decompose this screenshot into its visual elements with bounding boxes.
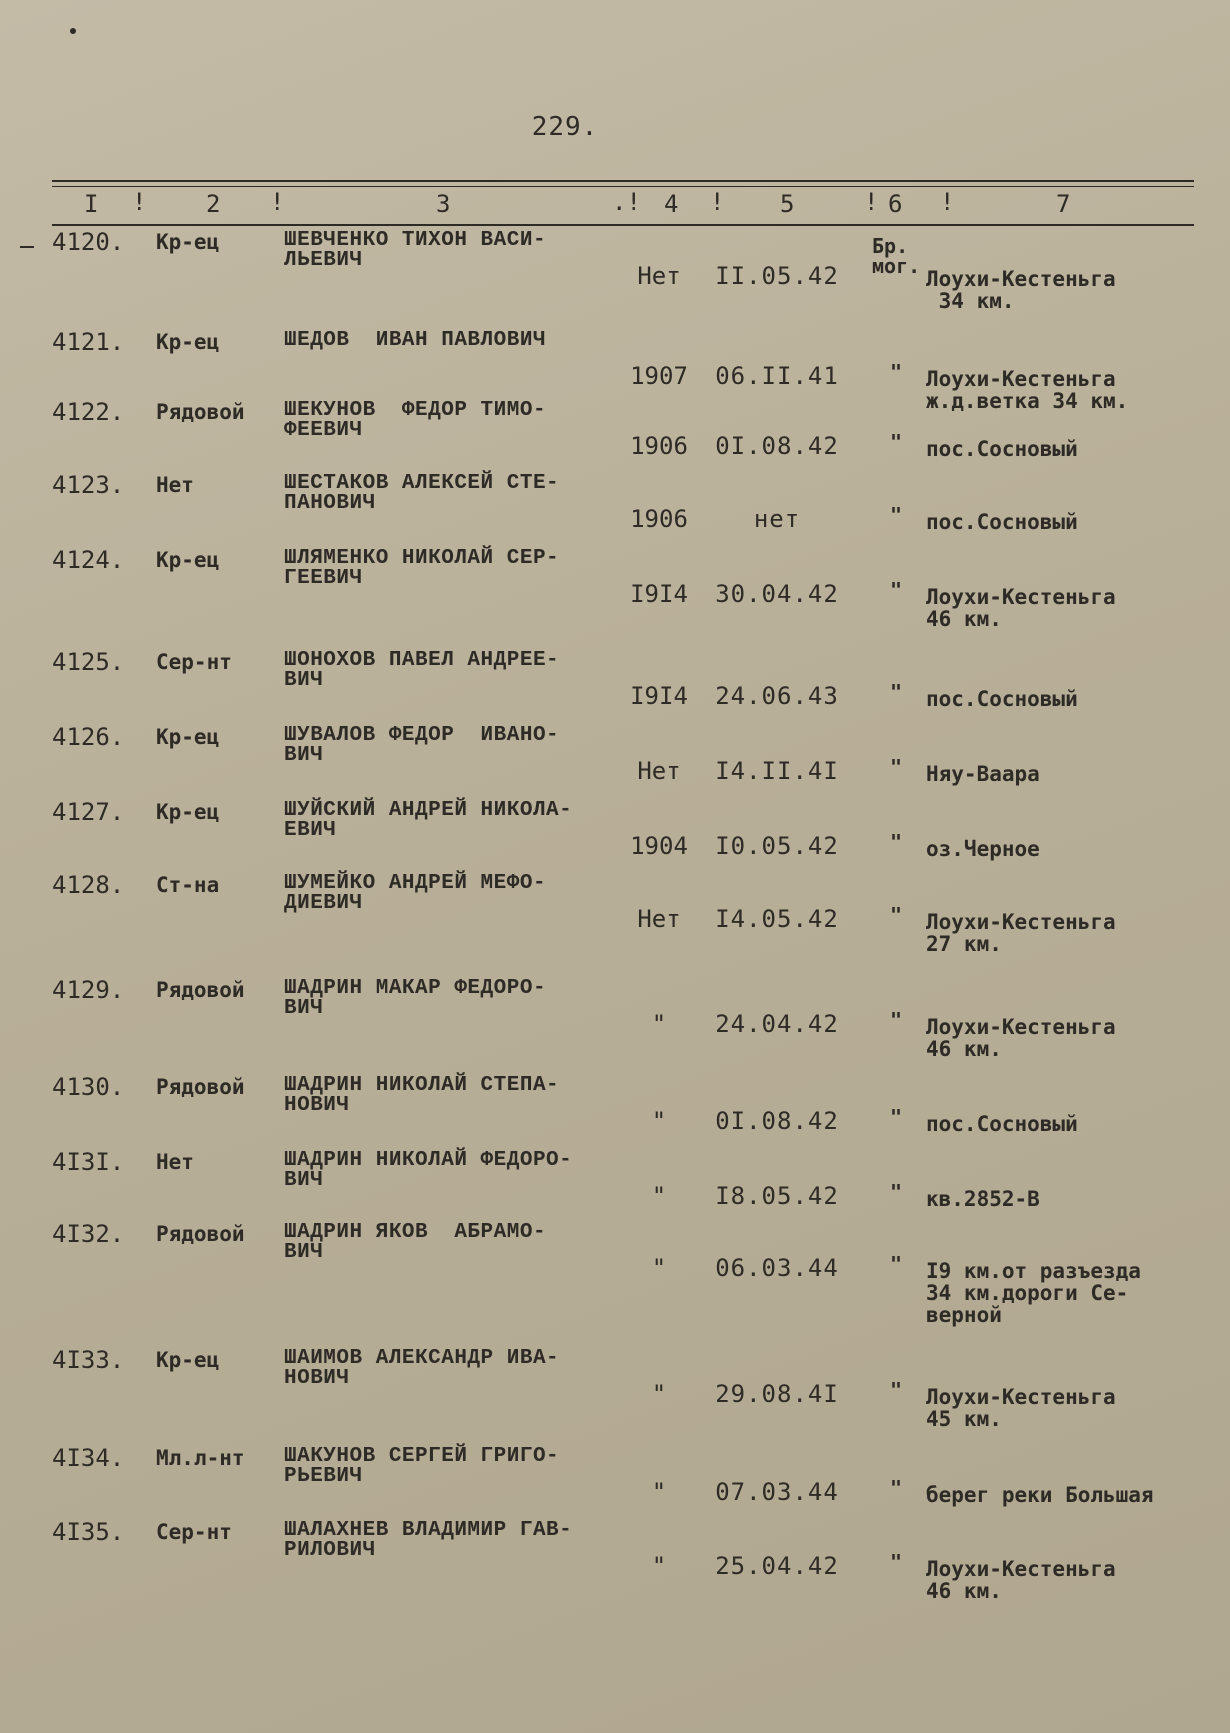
record-death-date: 06.03.44	[715, 1254, 839, 1282]
record-name-line1: ШЕДОВ ИВАН ПАВЛОВИЧ	[284, 329, 547, 352]
record-name-line1: ШУЙСКИЙ АНДРЕЙ НИКОЛА-	[284, 799, 573, 822]
record-number: 4I3I.	[52, 1148, 125, 1176]
record-death-date: 24.04.42	[715, 1010, 839, 1038]
record-name-line1: ШАИМОВ АЛЕКСАНДР ИВА-	[284, 1347, 560, 1370]
column-header: 3	[436, 190, 451, 218]
record-name-line1: ШАДРИН МАКАР ФЕДОРО-	[284, 977, 547, 1000]
record-birth-year: I9I4	[630, 682, 688, 710]
record-rank: Рядовой	[156, 1222, 245, 1246]
record-death-date: I4.05.42	[715, 905, 839, 933]
record-burial-type: "	[890, 1252, 903, 1276]
ink-dot	[70, 28, 76, 34]
record-death-date: 24.06.43	[715, 682, 839, 710]
record-number: 4I34.	[52, 1444, 125, 1472]
record-number: 4I35.	[52, 1518, 125, 1546]
record-name-line1: ШУВАЛОВ ФЕДОР ИВАНО-	[284, 724, 560, 747]
record-burial-type: "	[890, 1550, 903, 1574]
record-rank: Кр-ец	[156, 330, 220, 354]
column-header: 6	[888, 190, 903, 218]
record-burial-type: "	[890, 430, 903, 454]
record-birth-year: 1907	[630, 362, 688, 390]
record-death-date: 25.04.42	[715, 1552, 839, 1580]
record-burial-place: пос.Сосновый	[926, 1112, 1078, 1136]
record-burial-type: "	[890, 903, 903, 927]
column-header: 2	[206, 190, 221, 218]
record-name-line1: ШЛЯМЕНКО НИКОЛАЙ СЕР-	[284, 547, 560, 570]
record-rank: Нет	[156, 1150, 194, 1174]
record-birth-year: "	[651, 1182, 667, 1210]
record-burial-type: "	[890, 1378, 903, 1402]
record-burial-place: Лоухи-Кестеньга 45 км.	[926, 1385, 1116, 1431]
record-name-line2: НОВИЧ	[284, 1367, 350, 1390]
record-rank: Рядовой	[156, 978, 245, 1002]
record-number: 4121.	[52, 328, 125, 356]
record-burial-type: "	[890, 680, 903, 704]
record-burial-place: Няу-Ваара	[926, 762, 1040, 786]
record-rank: Ст-на	[156, 873, 220, 897]
record-name-line2: ДИЕВИЧ	[284, 892, 363, 915]
record-name-line2: РИЛОВИЧ	[284, 1539, 376, 1562]
record-number: 4129.	[52, 976, 125, 1004]
record-number: 4120.	[52, 228, 125, 256]
record-rank: Рядовой	[156, 400, 245, 424]
record-name-line2: ВИЧ	[284, 669, 324, 692]
record-number: 4128.	[52, 871, 125, 899]
record-death-date: II.05.42	[715, 262, 839, 290]
record-name-line1: ШЕКУНОВ ФЕДОР ТИМО-	[284, 399, 547, 422]
record-number: 4126.	[52, 723, 125, 751]
column-separator: !	[132, 188, 147, 216]
record-rank: Кр-ец	[156, 548, 220, 572]
record-burial-place: оз.Черное	[926, 837, 1040, 861]
record-birth-year: Нет	[637, 262, 681, 290]
record-rank: Сер-нт	[156, 650, 232, 674]
record-name-line1: ШЕСТАКОВ АЛЕКСЕЙ СТЕ-	[284, 472, 560, 495]
record-burial-type: "	[890, 1008, 903, 1032]
record-name-line2: ГЕЕВИЧ	[284, 567, 363, 590]
record-rank: Кр-ец	[156, 230, 220, 254]
record-death-date: 29.08.4I	[715, 1380, 839, 1408]
record-number: 4130.	[52, 1073, 125, 1101]
record-rank: Кр-ец	[156, 725, 220, 749]
record-name-line2: ПАНОВИЧ	[284, 492, 376, 515]
record-burial-type: "	[890, 830, 903, 854]
column-header: 4	[664, 190, 679, 218]
record-number: 4125.	[52, 648, 125, 676]
column-header: 5	[780, 190, 795, 218]
record-burial-type: "	[890, 1105, 903, 1129]
record-burial-type: "	[890, 360, 903, 384]
record-birth-year: "	[651, 1254, 667, 1282]
record-birth-year: "	[651, 1552, 667, 1580]
record-number: 4124.	[52, 546, 125, 574]
record-number: 4I32.	[52, 1220, 125, 1248]
record-birth-year: Нет	[637, 905, 681, 933]
record-rank: Нет	[156, 473, 194, 497]
record-birth-year: "	[651, 1010, 667, 1038]
record-burial-place: Лоухи-Кестеньга ж.д.ветка 34 км.	[926, 367, 1129, 413]
record-name-line1: ШАДРИН НИКОЛАЙ СТЕПА-	[284, 1074, 560, 1097]
record-rank: Сер-нт	[156, 1520, 232, 1544]
record-burial-type: "	[890, 755, 903, 779]
record-death-date: I0.05.42	[715, 832, 839, 860]
record-death-date: 30.04.42	[715, 580, 839, 608]
record-number: 4122.	[52, 398, 125, 426]
record-name-line2: ВИЧ	[284, 997, 324, 1020]
record-name-line1: ШОНОХОВ ПАВЕЛ АНДРЕЕ-	[284, 649, 560, 672]
record-name-line2: ЕВИЧ	[284, 819, 337, 842]
record-name-line1: ШАКУНОВ СЕРГЕЙ ГРИГО-	[284, 1445, 560, 1468]
record-birth-year: 1906	[630, 505, 688, 533]
record-burial-place: Лоухи-Кестеньга 46 км.	[926, 1557, 1116, 1603]
record-rank: Рядовой	[156, 1075, 245, 1099]
record-rank: Кр-ец	[156, 1348, 220, 1372]
record-rank: Мл.л-нт	[156, 1446, 245, 1470]
header-rule-top	[52, 180, 1194, 182]
record-name-line2: РЬЕВИЧ	[284, 1465, 363, 1488]
record-name-line1: ШУМЕЙКО АНДРЕЙ МЕФО-	[284, 872, 547, 895]
column-separator: .!	[612, 188, 641, 216]
record-burial-place: Лоухи-Кестеньга 34 км.	[926, 267, 1116, 313]
record-name-line1: ШЕВЧЕНКО ТИХОН ВАСИ-	[284, 229, 547, 252]
record-number: 4I33.	[52, 1346, 125, 1374]
column-separator: !	[940, 188, 955, 216]
column-header: 7	[1056, 190, 1071, 218]
record-birth-year: 1904	[630, 832, 688, 860]
record-name-line2: ФЕЕВИЧ	[284, 419, 363, 442]
margin-dash	[20, 246, 34, 248]
record-name-line2: ВИЧ	[284, 1241, 324, 1264]
record-name-line2: НОВИЧ	[284, 1094, 350, 1117]
record-death-date: 07.03.44	[715, 1478, 839, 1506]
record-birth-year: Нет	[637, 757, 681, 785]
record-burial-place: пос.Сосновый	[926, 687, 1078, 711]
record-burial-place: берег реки Большая	[926, 1483, 1154, 1507]
record-number: 4127.	[52, 798, 125, 826]
record-name-line2: ЛЬЕВИЧ	[284, 249, 363, 272]
record-burial-place: кв.2852-В	[926, 1187, 1040, 1211]
column-separator: !	[710, 188, 725, 216]
record-burial-type: "	[890, 503, 903, 527]
record-birth-year: "	[651, 1380, 667, 1408]
column-separator: !	[270, 188, 285, 216]
record-death-date: 06.II.41	[715, 362, 839, 390]
record-name-line2: ВИЧ	[284, 744, 324, 767]
record-death-date: 0I.08.42	[715, 1107, 839, 1135]
page-number: 229.	[531, 112, 599, 142]
record-rank: Кр-ец	[156, 800, 220, 824]
column-header: I	[84, 190, 99, 218]
record-burial-type: "	[890, 578, 903, 602]
record-burial-type: Бр. мог.	[872, 234, 921, 278]
column-separator: !	[864, 188, 879, 216]
header-rule-top-2	[52, 186, 1194, 187]
record-burial-place: I9 км.от разъезда 34 км.дороги Се- верной	[926, 1259, 1141, 1327]
record-burial-type: "	[890, 1476, 903, 1500]
record-burial-type: "	[890, 1180, 903, 1204]
record-name-line2: ВИЧ	[284, 1169, 324, 1192]
record-name-line1: ШАЛАХНЕВ ВЛАДИМИР ГАВ-	[284, 1519, 573, 1542]
record-burial-place: Лоухи-Кестеньга 27 км.	[926, 910, 1116, 956]
record-birth-year: "	[651, 1107, 667, 1135]
record-burial-place: Лоухи-Кестеньга 46 км.	[926, 1015, 1116, 1061]
record-birth-year: I9I4	[630, 580, 688, 608]
record-death-date: I4.II.4I	[715, 757, 839, 785]
record-birth-year: 1906	[630, 432, 688, 460]
record-name-line1: ШАДРИН ЯКОВ АБРАМО-	[284, 1221, 547, 1244]
record-death-date: нет	[753, 505, 801, 533]
record-burial-place: пос.Сосновый	[926, 437, 1078, 461]
record-burial-place: пос.Сосновый	[926, 510, 1078, 534]
record-death-date: I8.05.42	[715, 1182, 839, 1210]
record-number: 4123.	[52, 471, 125, 499]
header-rule-bottom	[52, 224, 1194, 226]
record-name-line1: ШАДРИН НИКОЛАЙ ФЕДОРО-	[284, 1149, 573, 1172]
record-birth-year: "	[651, 1478, 667, 1506]
record-death-date: 0I.08.42	[715, 432, 839, 460]
record-burial-place: Лоухи-Кестеньга 46 км.	[926, 585, 1116, 631]
